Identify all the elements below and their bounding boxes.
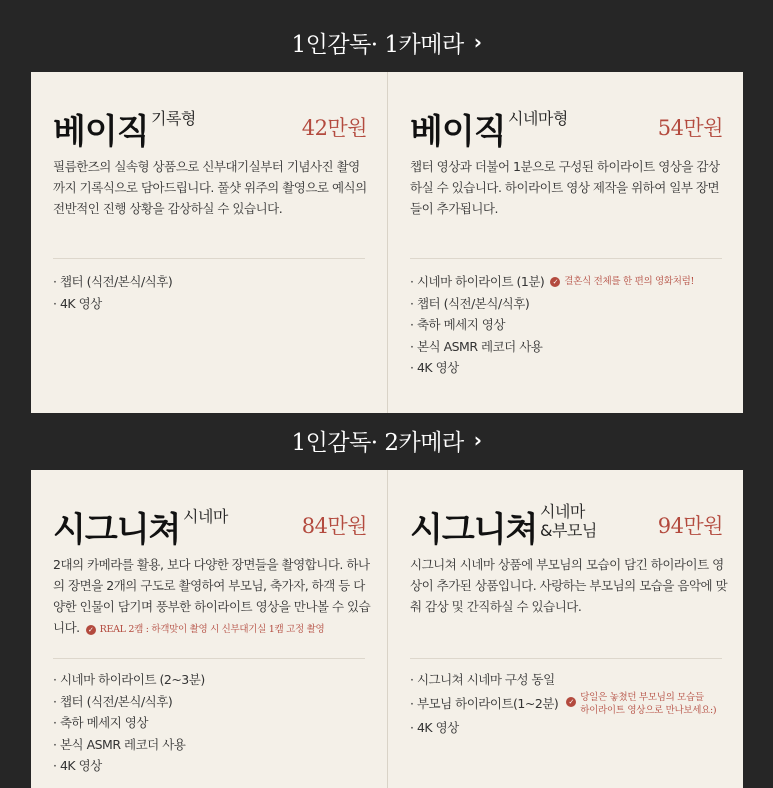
feature-note: 결혼식 전체를 한 편의 영화처럼!: [564, 276, 695, 287]
section-title-1-camera[interactable]: [0, 22, 773, 62]
divider: [410, 258, 722, 259]
list-item: · 챕터 (식전/본식/식후): [53, 274, 173, 289]
package-price: 84만원: [301, 514, 367, 538]
section-title-2-camera[interactable]: [0, 420, 773, 460]
package-subtitle: 기록형: [151, 109, 196, 128]
feature-note: [560, 691, 716, 717]
package-subtitle: 시네마형: [508, 109, 568, 128]
list-item: · 본식 ASMR 레코더 사용: [53, 736, 186, 752]
package-price: 94만원: [657, 514, 723, 538]
package-subtitle: [540, 502, 597, 540]
package-description: 챕터 영상과 더불어 1분으로 구성된 하이라이트 영상을 감상하실 수 있습니다. 하이라이트 영상 제작을 위하여 일부 장면들이 추가됩니다.: [410, 159, 720, 216]
list-item-label: · 부모님 하이라이트(1~2분): [410, 695, 559, 711]
package-description: 필름한즈의 실속형 상품으로 신부대기실부터 기념사진 촬영까지 기록식으로 담아드립니다. 풀샷 위주의 촬영으로 예식의 전반적인 진행 상황을 감상하실 수 있습니다.: [53, 159, 367, 216]
feature-note-line: 하이라이트 영상으로 만나보세요:): [580, 704, 717, 716]
feature-note-lines: [580, 691, 716, 717]
feature-list: [410, 271, 694, 379]
list-item-label: · 시네마 하이라이트 (1분): [410, 274, 545, 289]
chevron-right-icon: ›: [473, 30, 482, 54]
package-card-basic-cinema: [387, 72, 743, 413]
package-name: 베이직: [53, 112, 149, 152]
heart-check-icon: ✓: [566, 697, 576, 707]
package-panel-2-camera: [31, 470, 743, 788]
list-item: · 본식 ASMR 레코더 사용: [410, 338, 543, 354]
package-subtitle: 시네마: [183, 507, 228, 526]
package-card-signature-cinema: [31, 470, 387, 788]
list-item: [410, 691, 716, 717]
package-price: 42만원: [301, 116, 367, 140]
list-item: [410, 271, 694, 293]
description-note: REAL 2캠 : 하객맞이 촬영 시 신부대기실 1캠 고정 촬영: [99, 624, 325, 635]
feature-note-line: 당일은 놓쳤던 부모님의 모습들: [580, 691, 704, 703]
list-item: · 4K 영상: [53, 758, 102, 773]
list-item: · 축하 메세지 영상: [53, 715, 148, 730]
package-name: 시그니쳐: [410, 510, 538, 550]
package-panel-1-camera: [31, 72, 743, 413]
feature-list: [53, 271, 172, 314]
list-item: · 축하 메세지 영상: [410, 317, 505, 332]
divider: [410, 658, 722, 659]
heart-check-icon: ✓: [550, 277, 560, 287]
package-card-basic-record: [31, 72, 387, 413]
divider: [53, 658, 365, 659]
list-item: · 시그니쳐 시네마 구성 동일: [410, 672, 555, 687]
package-subtitle-line: &부모님: [540, 521, 597, 540]
package-description: 시그니쳐 시네마 상품에 부모님의 모습이 담긴 하이라이트 영상이 추가된 상품입니다. 사랑하는 부모님의 모습을 음악에 맞춰 감상 및 간직하실 수 있습니다.: [410, 557, 728, 614]
package-description-text: 2대의 카메라를 활용, 보다 다양한 장면들을 촬영합니다. 하나의 장면을 2개의 구도로 촬영하여 부모님, 축가자, 하객 등 다양한 인물이 담기며 풍부한 하이라이트 영상을 만나볼 수 있습니다.: [53, 557, 371, 635]
list-item: · 챕터 (식전/본식/식후): [53, 693, 173, 709]
divider: [53, 258, 365, 259]
chevron-right-icon: ›: [473, 428, 482, 452]
package-name: 시그니쳐: [53, 510, 181, 550]
section-title-text: 1인감독· 2카메라: [291, 429, 464, 456]
list-item: · 챕터 (식전/본식/식후): [410, 295, 530, 311]
heart-check-icon: ✓: [86, 625, 96, 635]
section-title-text: 1인감독· 1카메라: [291, 31, 464, 58]
package-subtitle-line: 시네마: [540, 502, 585, 521]
package-card-signature-parents: [387, 470, 743, 788]
package-price: 54만원: [657, 116, 723, 140]
list-item: · 4K 영상: [53, 295, 102, 311]
package-name: 베이직: [410, 112, 506, 152]
list-item: · 4K 영상: [410, 719, 459, 735]
feature-list: [410, 669, 716, 738]
feature-list: [53, 669, 205, 777]
list-item: · 4K 영상: [410, 360, 459, 375]
package-description: [53, 554, 371, 640]
list-item: · 시네마 하이라이트 (2~3분): [53, 672, 205, 687]
